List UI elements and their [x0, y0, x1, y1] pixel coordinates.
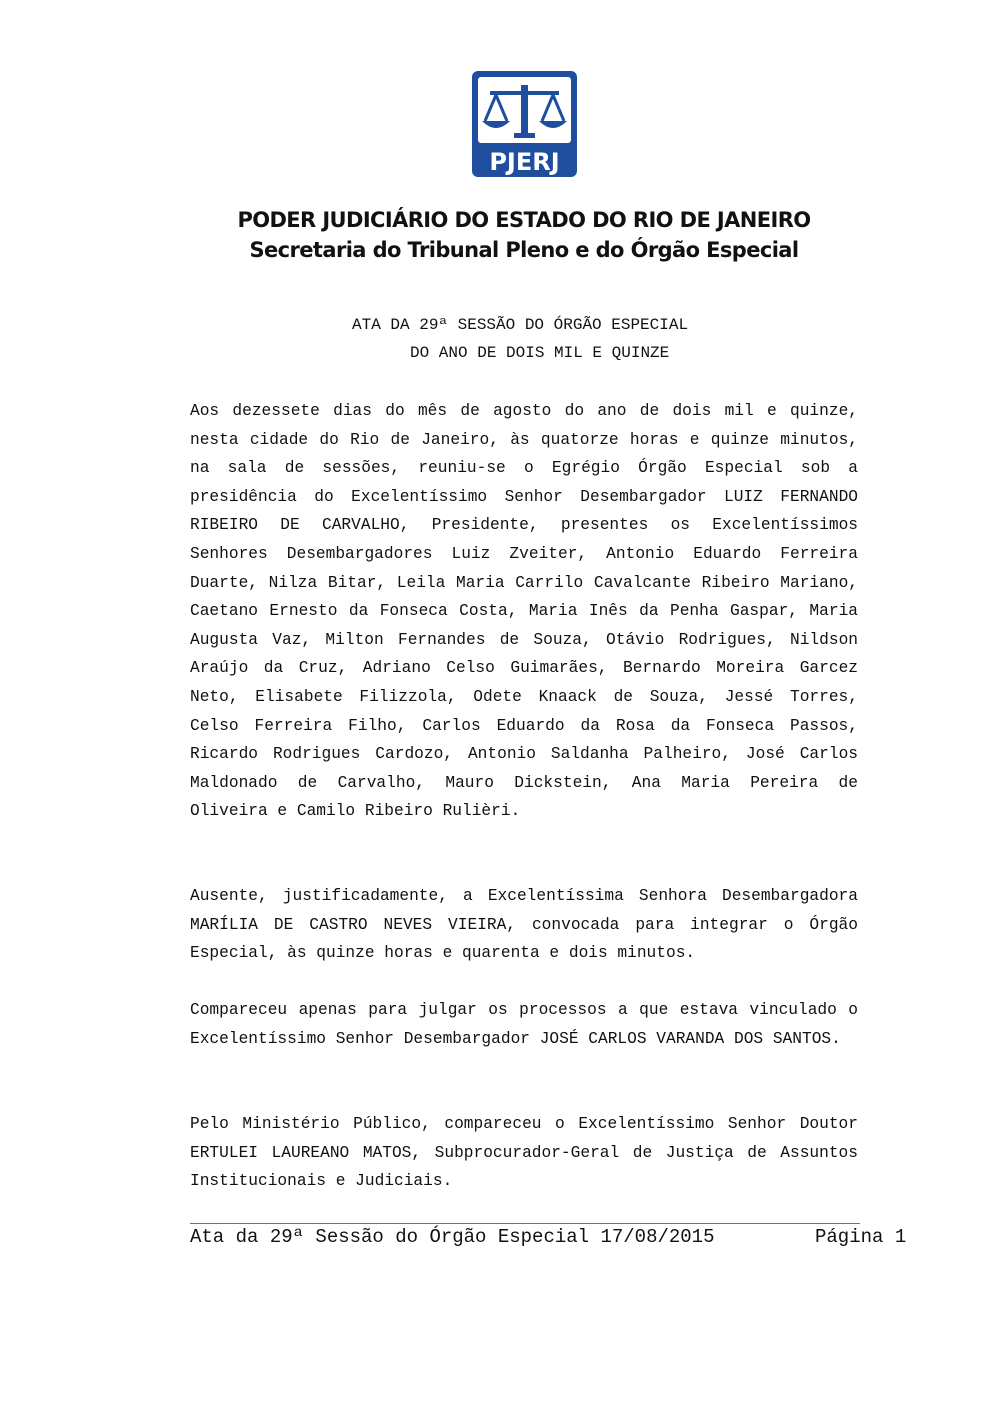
appearance-paragraph: Compareceu apenas para julgar os processos a que estava vinculado o Excelentíssimo Senhor Desembargador JOSÉ CARLOS VARANDA DOS SANTOS.	[190, 1001, 858, 1048]
ata-title-line2: DO ANO DE DOIS MIL E QUINZE	[410, 344, 670, 362]
footer-document-title: Ata da 29ª Sessão do Órgão Especial 17/08/2015	[190, 1226, 715, 1248]
public-ministry-paragraph: Pelo Ministério Público, compareceu o Excelentíssimo Senhor Doutor ERTULEI LAUREANO MATOS, Subprocurador-Geral de Justiça de Assuntos Institucionais e Judiciais.	[190, 1115, 858, 1191]
court-name-heading: PODER JUDICIÁRIO DO ESTADO DO RIO DE JANEIRO	[237, 208, 811, 232]
pjerj-logo	[470, 69, 579, 179]
secretariat-heading: Secretaria do Tribunal Pleno e do Órgão Especial	[249, 238, 799, 262]
ata-title-line1: ATA DA 29ª SESSÃO DO ÓRGÃO ESPECIAL	[352, 316, 689, 334]
absence-paragraph: Ausente, justificadamente, a Excelentíssima Senhora Desembargadora MARÍLIA DE CASTRO NEVES VIEIRA, convocada para integrar o Órgão Especial, às quinze horas e quarenta e dois minutos.	[190, 887, 858, 963]
page-number: Página 1	[815, 1226, 907, 1248]
attendance-paragraph: Aos dezessete dias do mês de agosto do ano de dois mil e quinze, nesta cidade do Rio de Janeiro, às quatorze horas e quinze minutos, na sala de sessões, reuniu-se o Egrégio Órgão Especial sob a presidência do Excelentíssimo Senhor Desembargador LUIZ FERNANDO RIBEIRO DE CARVALHO, Presidente, presentes os Excelentíssimos Senhores Desembargadores Luiz Zveiter, Antonio Eduardo Ferreira Duarte, Nilza Bitar, Leila Maria Carrilo Cavalcante Ribeiro Mariano, Caetano Ernesto da Fonseca Costa, Maria Inês da Penha Gaspar, Maria Augusta Vaz, Milton Fernandes de Souza, Otávio Rodrigues, Nildson Araújo da Cruz, Adriano Celso Guimarães, Bernardo Moreira Garcez Neto, Elisabete Filizzola, Odete Knaack de Souza, Jessé Torres, Celso Ferreira Filho, Carlos Eduardo da Rosa da Fonseca Passos, Ricardo Rodrigues Cardozo, Antonio Saldanha Palheiro, José Carlos Maldonado de Carvalho, Mauro Dickstein, Ana Maria Pereira de Oliveira e Camilo Ribeiro Rulièri.	[190, 402, 858, 821]
svg-text:PJERJ: PJERJ	[489, 148, 560, 176]
footer-divider	[190, 1223, 860, 1224]
